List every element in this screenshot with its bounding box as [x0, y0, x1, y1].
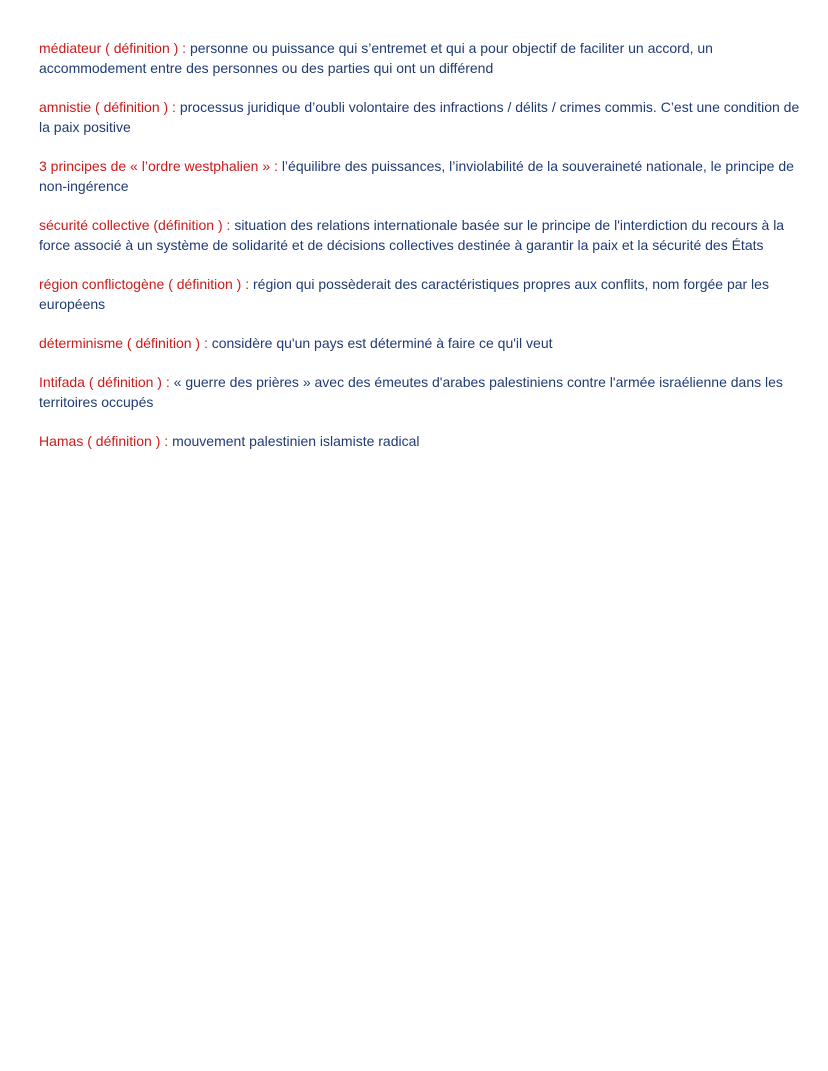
definition-term: région conflictogène ( définition ) : — [39, 276, 250, 292]
definition-text: l’équilibre des puissances, l’inviolabilité de la souveraineté nationale, le principe de non-ingérence — [39, 158, 794, 194]
definition-term: amnistie ( définition ) : — [39, 99, 176, 115]
definition-entry-hamas — [39, 431, 809, 451]
definition-text: région qui possèderait des caractéristiques propres aux conflits, nom forgée par les européens — [39, 276, 769, 312]
definition-term: 3 principes de « l’ordre westphalien » : — [39, 158, 278, 174]
definition-term: Intifada ( définition ) : — [39, 374, 170, 390]
definition-entry-determinisme — [39, 333, 809, 353]
definition-text: personne ou puissance qui s’entremet et qui a pour objectif de faciliter un accord, un accommodement entre des personnes ou des parties qui ont un différend — [39, 40, 713, 76]
definition-entry-amnistie — [39, 97, 809, 137]
definition-term: médiateur ( définition ) : — [39, 40, 187, 56]
definition-entry-region-conflictogene — [39, 274, 809, 314]
definition-text: « guerre des prières » avec des émeutes d'arabes palestiniens contre l'armée israélienne dans les territoires occupés — [39, 374, 783, 410]
definition-text: situation des relations internationale basée sur le principe de l'interdiction du recours à la force associé à un système de solidarité et de décisions collectives destinée à garantir la paix et la sécurité des États — [39, 217, 785, 253]
definition-entry-intifada — [39, 372, 809, 412]
definition-term: Hamas ( définition ) : — [39, 433, 169, 449]
definition-term: sécurité collective (définition ) : — [39, 217, 231, 233]
definition-text: processus juridique d’oubli volontaire des infractions / délits / crimes commis. C’est une condition de la paix positive — [39, 99, 800, 135]
definition-text: considère qu'un pays est déterminé à faire ce qu'il veut — [211, 335, 553, 351]
definition-text: mouvement palestinien islamiste radical — [172, 433, 420, 449]
definitions-page — [39, 38, 809, 470]
definition-term: déterminisme ( définition ) : — [39, 335, 208, 351]
definition-entry-securite-collective — [39, 215, 809, 255]
definition-entry-ordre-westphalien — [39, 156, 809, 196]
definition-entry-mediateur — [39, 38, 809, 78]
